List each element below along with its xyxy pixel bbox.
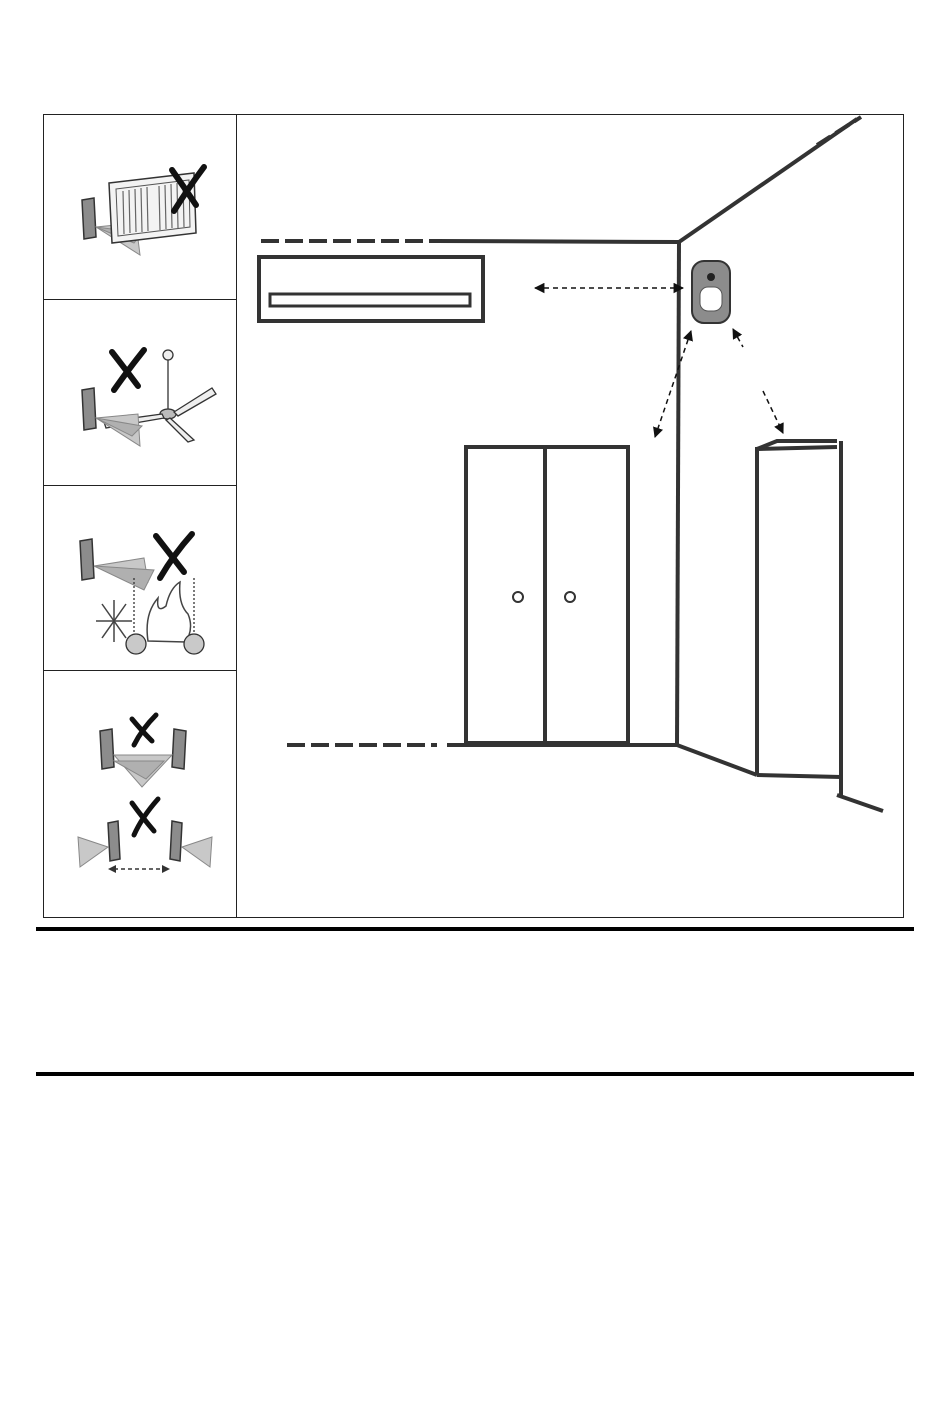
motion-detector-icon	[82, 388, 142, 446]
door	[757, 441, 841, 795]
snowflake-icon	[96, 600, 132, 642]
wardrobe	[466, 447, 628, 743]
warning-panel-facing-detectors	[44, 670, 237, 917]
motion-detector	[692, 261, 730, 323]
x-mark-icon	[112, 350, 144, 390]
installation-figure	[43, 114, 904, 918]
room-walls	[261, 117, 883, 811]
facing-detectors-icon	[100, 729, 186, 787]
warning-panel-temperature	[44, 485, 237, 670]
warning-panel-air-vent	[44, 115, 237, 299]
warning-panel-ceiling-fan	[44, 299, 237, 485]
x-mark-icon	[156, 534, 192, 578]
flame-icon	[147, 582, 190, 642]
x-mark-icon	[132, 715, 156, 745]
thermometer-icon	[184, 578, 204, 654]
air-conditioner	[259, 257, 483, 321]
section-rule-top	[36, 927, 914, 931]
section-rule-bottom	[36, 1072, 914, 1076]
back-to-back-detectors-icon	[78, 821, 212, 873]
x-mark-icon	[132, 799, 158, 835]
clearance-arrows	[535, 288, 783, 437]
motion-detector-icon	[80, 539, 154, 590]
room-scene	[237, 115, 903, 917]
